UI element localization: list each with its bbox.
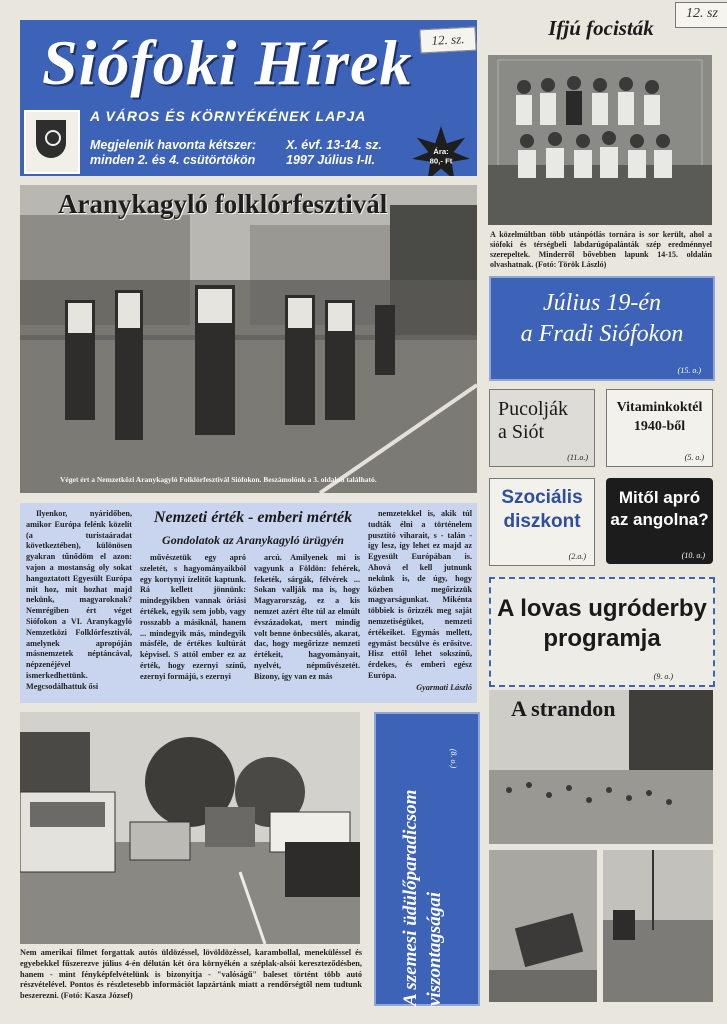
szemes-line-1: A szemesi üdülőparadicsom [400,789,421,1006]
editorial-column-3-text: arcú. Amilyenek mi is vagyunk a Földön: fehérek, feketék, sárgák, félvérek ... Sokan vallják ma is, hogy Magyarország, ez a kis nemzet azért élte túl az elmúlt évszázadokat, mert mindig volt benne önbecsülés, akarat, dac, hogy megőrizze nemzeti értékeit, hagyományait, nyelvét, népművészetét. Bizony, így van ez más [254,553,360,681]
beach-photo-right [603,850,713,1002]
folklore-caption: Véget ért a Nemzetközi Aranykagyló Folklórfesztivál Siófokon. Beszámolónk a 3. oldalon található. [60,475,377,484]
frequency-line-2: minden 2. és 4. csütörtökön [90,153,256,167]
szemes-page-ref: (8. o.) [449,748,459,769]
beach-photo-main [489,690,713,844]
accident-caption [20,948,362,1002]
masthead-handwritten-note: 12. sz. [419,27,476,54]
editorial-author: Gyarmati László [416,682,472,692]
football-headline: Ifjú focisták [548,16,654,40]
town-crest-icon [24,110,80,174]
football-photo-credit: (Fotó: Török László) [535,260,607,269]
sio-page-ref: (11.o.) [567,453,588,462]
sio-teaser[interactable] [489,389,595,467]
vitamin-page-ref: (5. o.) [684,453,704,462]
fradi-line-2: a Fradi Siófokon [520,321,684,347]
corner-handwritten-note: 12. sz [675,2,727,28]
angolna-line-2: az angolna? [610,510,709,529]
derby-line-2: programja [543,625,661,652]
football-caption [490,230,712,270]
folklore-headline: Aranykagyló folklórfesztivál [58,189,388,219]
angolna-page-ref: (10. o.) [681,551,705,560]
folklore-festival-photo [20,185,477,493]
football-team-photo [488,55,712,225]
issue-date: 1997 Július I-II. [286,153,375,167]
price-star-icon [412,126,470,176]
editorial-column-4 [368,509,472,694]
vitamin-teaser[interactable] [606,389,713,467]
masthead-subtitle: A VÁROS ÉS KÖRNYÉKÉNEK LAPJA [90,108,367,124]
editorial-column-1-text: Ilyenkor, nyáridőben, amikor Európa felénk közelít (a turistaáradat következtében), különösen gyakran tűnődöm el azon: vajon a mostanság oly sokat hangoztatott Egyesült Európa mit hoz, mit hozhat majd nekünk, magyaroknak? Nemrégiben ért véget Siófokon a VI. Aranykagyló Nemzetközi Folklórfesztivál, amelynek apropóján másnemzetek néptáncával, népzenéjével ismerkedhettünk. Megcsodálhattuk ősi [26,509,132,691]
angolna-line-1: Mitől apró [618,488,701,507]
editorial-column-3 [254,553,360,683]
accident-caption-text: Nem amerikai filmet forgattak autós üldözéssel, lövöldözéssel, karambollal, meneküléssel és egyebekkel fűszerezve július 4-én délután két óra környékén a széplak-alsói kereszteződésben, hanem - mint fényképfelvételünk is bizonyítja - "valóságű" baleset történt több autó részvételével. Pontos és részletesebb információt lapzártánk miatt a rendőrségtől nem tudtunk beszerezni. [20,948,362,1001]
price-value: 80,- Ft [429,156,453,166]
accident-photo [20,712,360,944]
masthead [20,20,477,176]
angolna-teaser[interactable] [606,478,713,564]
szocialis-page-ref: (2.o.) [568,552,586,561]
frequency-line-1: Megjelenik havonta kétszer: [90,138,257,152]
editorial-column-4-text: nemzetekkel is, akik túl tudták élni a történelem pusztító viharait, s - talán - így lesz, így lehet ez majd az Egyesült Európában is. Ahová el kell jutnunk nekünk is, de úgy, hogy közben megőrizzük magyarságunkat. Mikénta többiek is őrizzék meg saját nemzetiségüket, nemzeti értékeiket. Egymás mellett, egymást becsülve és erősítve. Hisz ettől lehet sokszínű, érdekes, és emberi egész Európa. [368,509,472,680]
fradi-page-ref: (15. o.) [677,366,701,375]
szemes-teaser[interactable] [374,712,480,1006]
price-label: Ára: [433,147,449,157]
szemes-line-2: viszontagságai [424,891,445,1006]
szocialis-line-2: diszkont [503,511,581,532]
issue-info [286,138,382,168]
editorial-headline: Nemzeti érték - emberi mérték [153,509,353,526]
szocialis-teaser[interactable] [489,478,595,566]
football-caption-text: A közelmúltban több utánpótlás tornára is sor került, ahol a siófoki és térségbeli labdarúgópalánták szép eredménnyel szerepeltek. Minderről bővebben lapunk 14-15. oldalán olvashatnak. [490,230,712,269]
vitamin-line-1: Vitaminkoktél [616,400,703,415]
lovas-derby-teaser[interactable] [489,577,715,687]
editorial-column-2 [140,553,246,683]
publication-frequency [90,138,256,168]
fradi-line-1: Július 19-én [543,290,661,316]
vitamin-line-2: 1940-ből [633,419,686,434]
editorial-column-2-text: művészetük egy apró szeletét, s hagyományaikból egy kortynyi ízelítőt kaptunk. Rá kellett jönnünk: mindegyikben vannak óriási értékek, egyik sem jobb, vagy rosszabb a másiknál, hanem ... mindegyik más, mindegyik másféle, de értékes kultúrát képvisel. S attól ember ez az érték, hogy ezernyi színű, ezernyi formájú, s ezernyi [140,553,246,681]
beach-photo-left [489,850,597,1002]
beach-headline: A strandon [511,696,616,721]
masthead-title: Siófoki Hírek [42,27,413,98]
editorial-subheadline: Gondolatok az Aranykagyló ürügyén [162,533,344,547]
editorial-article [20,503,477,703]
szocialis-line-1: Szociális [501,487,583,508]
editorial-column-1 [26,509,132,693]
derby-page-ref: (9. o.) [653,672,673,681]
accident-photo-credit: (Fotó: Kasza József) [60,991,133,1001]
sio-line-2: a Siót [498,421,545,443]
derby-line-1: A lovas ugróderby [497,595,707,622]
fradi-teaser[interactable] [489,276,715,381]
sio-line-1: Pucolják [498,398,568,420]
issue-number: X. évf. 13-14. sz. [286,138,382,152]
